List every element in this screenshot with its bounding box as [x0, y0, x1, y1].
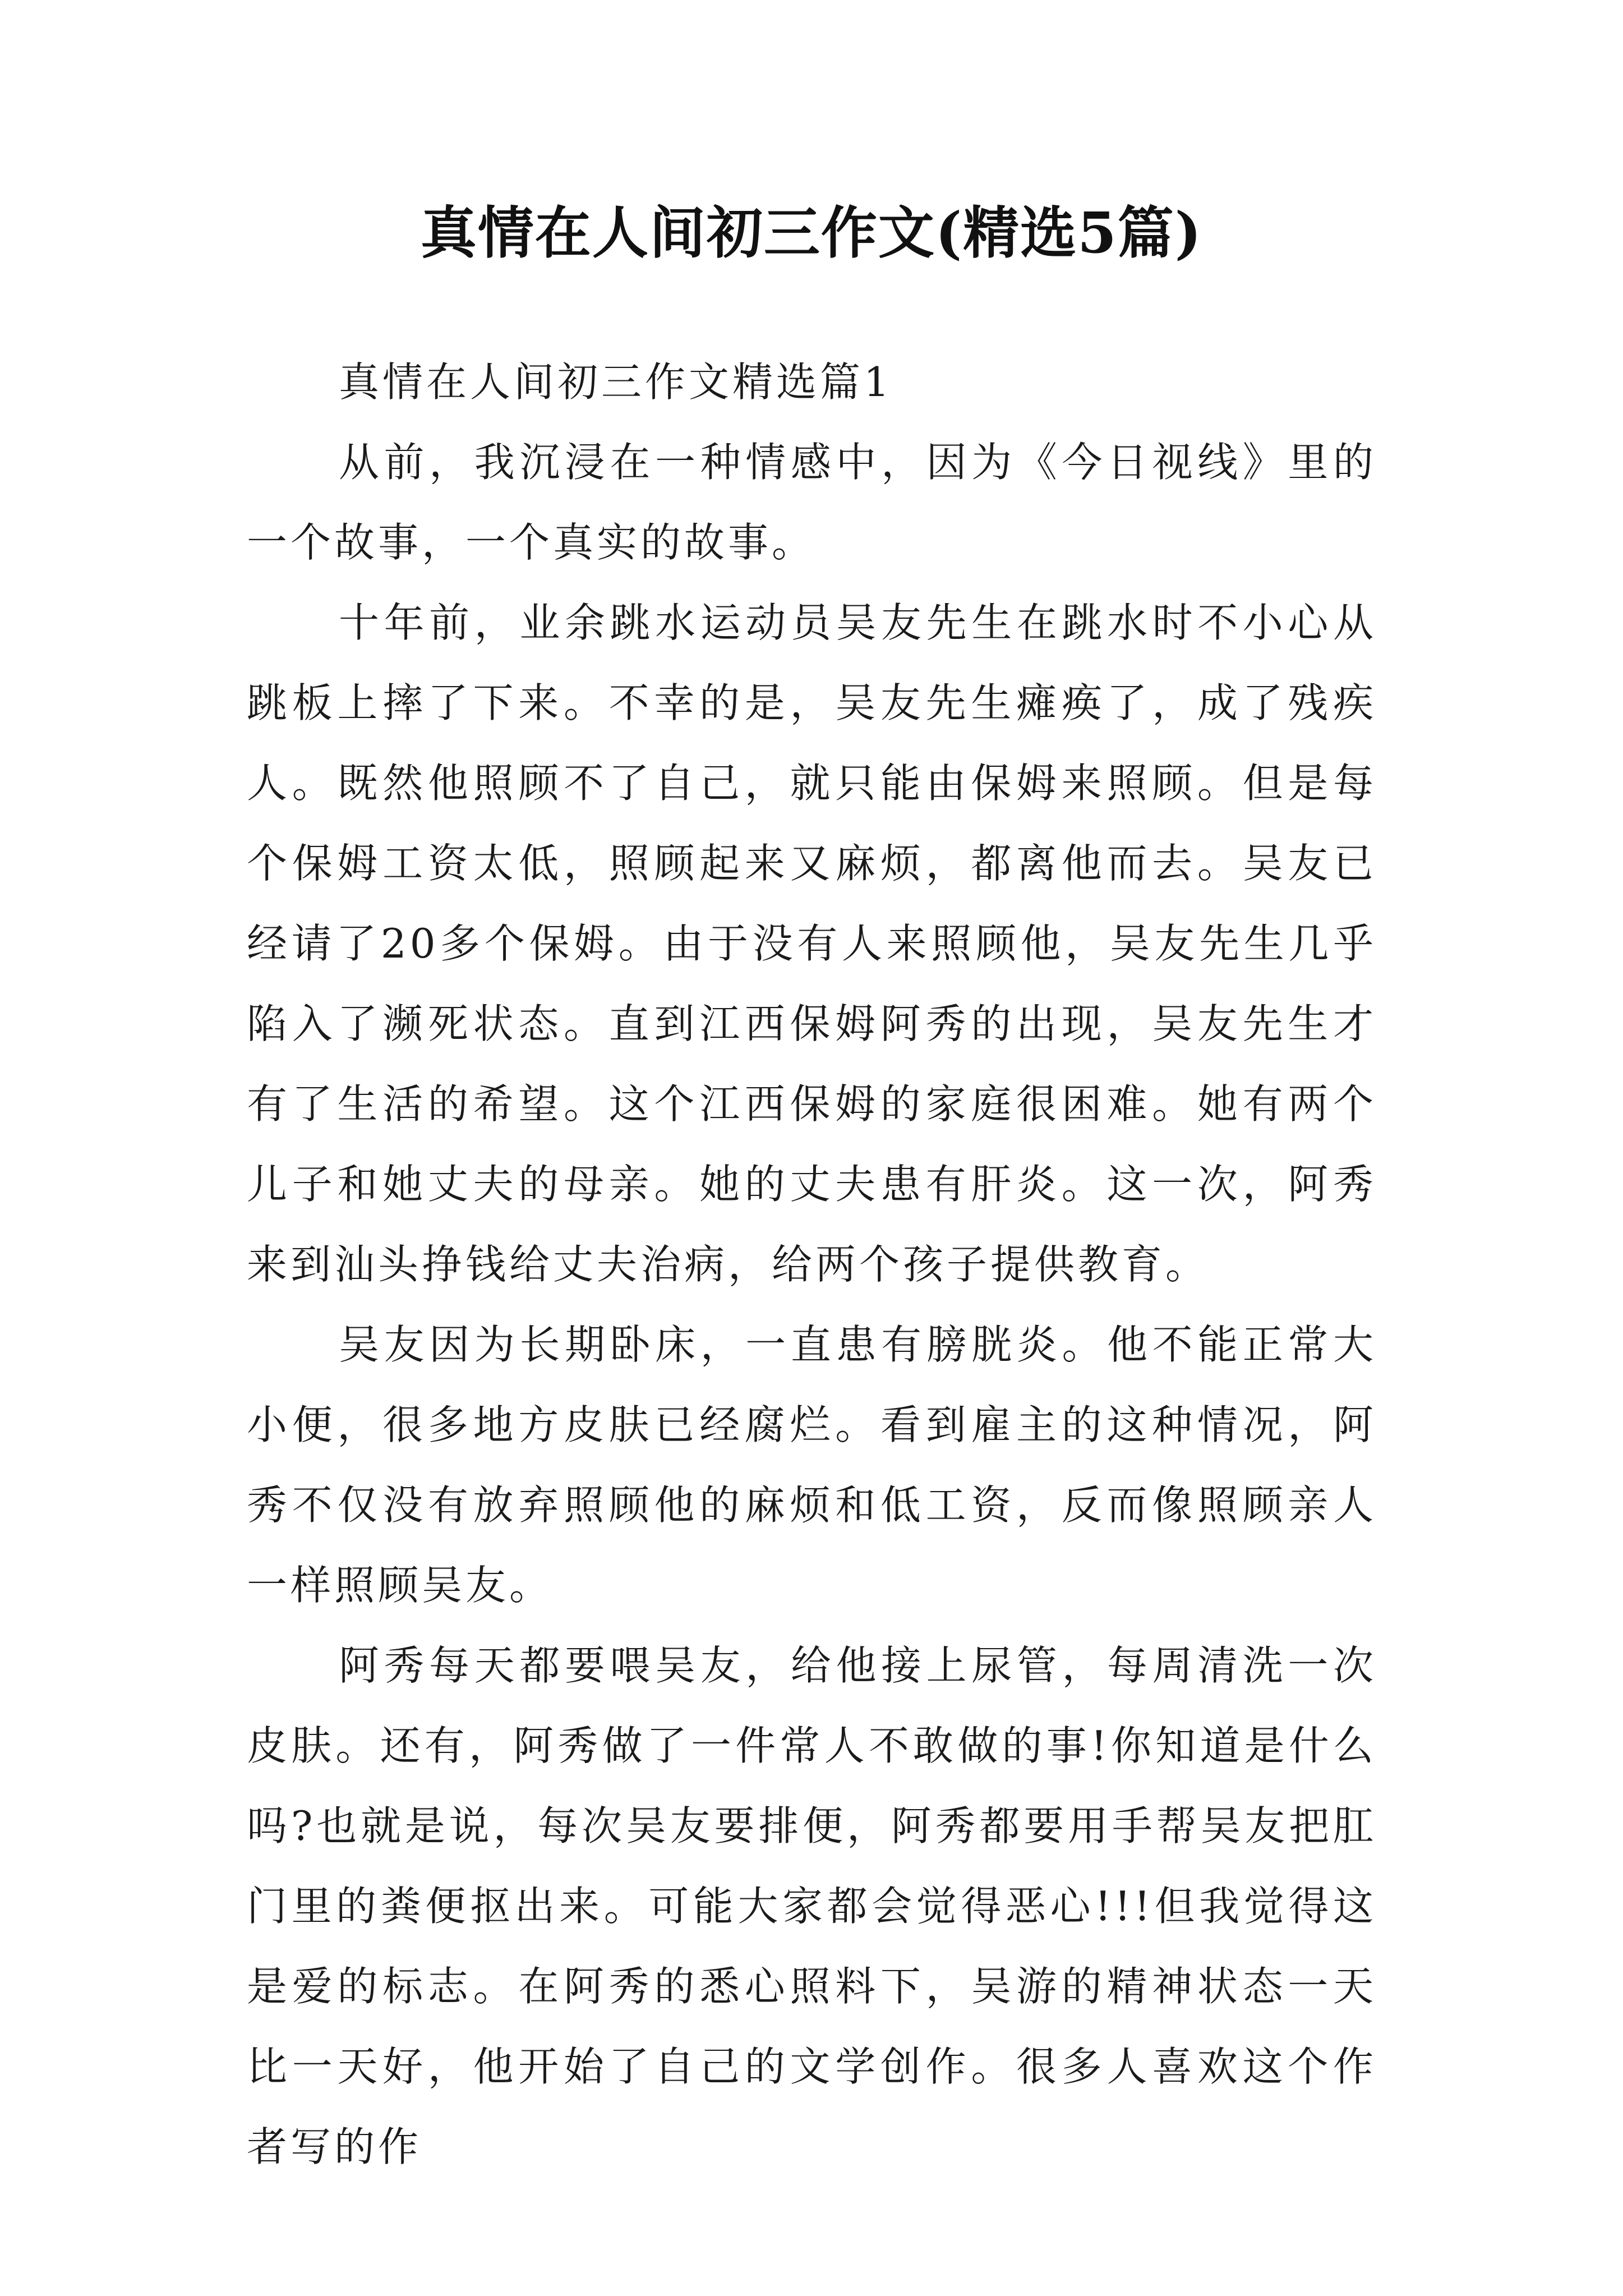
section-heading: 真情在人间初三作文精选篇1 — [339, 358, 893, 406]
document-body — [247, 342, 1377, 2187]
paragraph: 十年前，业余跳水运动员吴友先生在跳水时不小心从跳板上摔了下来。不幸的是，吴友先生瘫痪了，成了残疾人。既然他照顾不了自己，就只能由保姆来照顾。但是每个保姆工资太低，照顾起来又麻烦，都离他而去。吴友已经请了20多个保姆。由于没有人来照顾他，吴友先生几乎陷入了濒死状态。直到江西保姆阿秀的出现，吴友先生才有了生活的希望。这个江西保姆的家庭很困难。她有两个儿子和她丈夫的母亲。她的丈夫患有肝炎。这一次，阿秀来到汕头挣钱给丈夫治病，给两个孩子提供教育。 — [247, 599, 1377, 1288]
paragraph: 阿秀每天都要喂吴友，给他接上尿管，每周清洗一次皮肤。还有，阿秀做了一件常人不敢做的事!你知道是什么吗?也就是说，每次吴友要排便，阿秀都要用手帮吴友把肛门里的粪便抠出来。可能大家都会觉得恶心!!!但我觉得这是爱的标志。在阿秀的悉心照料下，吴游的精神状态一天比一天好，他开始了自己的文学创作。很多人喜欢这个作者写的作 — [247, 1642, 1377, 2170]
paragraph: 从前，我沉浸在一种情感中，因为《今日视线》里的一个故事，一个真实的故事。 — [247, 439, 1377, 566]
paragraph: 吴友因为长期卧床，一直患有膀胱炎。他不能正常大小便，很多地方皮肤已经腐烂。看到雇主的这种情况，阿秀不仅没有放弃照顾他的麻烦和低工资，反而像照顾亲人一样照顾吴友。 — [247, 1321, 1377, 1609]
document-title: 真情在人间初三作文(精选5篇) — [420, 200, 1203, 266]
